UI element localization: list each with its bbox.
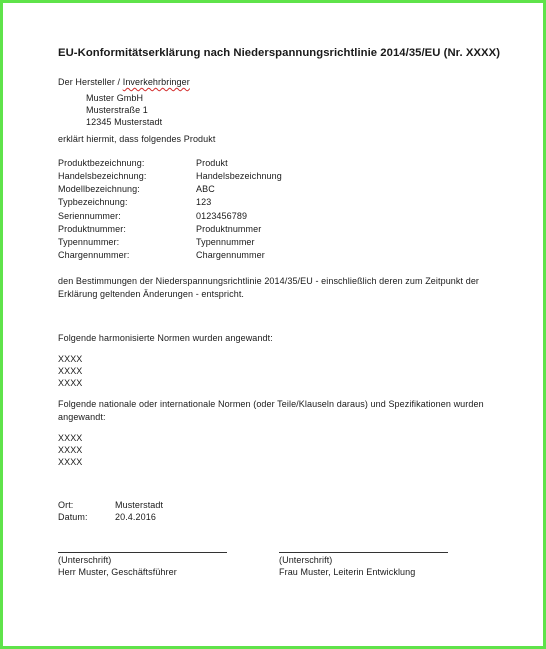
harmonized-item: XXXX xyxy=(58,366,83,376)
manufacturer-label xyxy=(58,77,190,87)
national-heading-line: Folgende nationale oder internationale Normen (oder Teile/Klauseln daraus) und Spezifikationen wurden xyxy=(58,399,484,409)
declaration-intro: erklärt hiermit, dass folgendes Produkt xyxy=(58,134,216,144)
place-label: Ort: xyxy=(58,500,74,510)
field-value: Handelsbezeichnung xyxy=(196,171,282,181)
national-item: XXXX xyxy=(58,433,83,443)
field-label: Produktnummer: xyxy=(58,224,126,234)
national-item: XXXX xyxy=(58,457,83,467)
field-label: Produktbezeichnung: xyxy=(58,158,145,168)
manufacturer-city: 12345 Musterstadt xyxy=(86,117,163,127)
field-label: Seriennummer: xyxy=(58,211,121,221)
field-value: Typennummer xyxy=(196,237,255,247)
field-label: Modellbezeichnung: xyxy=(58,184,140,194)
signature-line xyxy=(58,552,227,553)
manufacturer-name: Muster GmbH xyxy=(86,93,144,103)
signatory-name: Herr Muster, Geschäftsführer xyxy=(58,567,177,577)
field-label: Typennummer: xyxy=(58,237,120,247)
conformity-text-line: Erklärung geltenden Änderungen - entspricht. xyxy=(58,289,245,299)
date-value: 20.4.2016 xyxy=(115,512,156,522)
harmonized-heading: Folgende harmonisierte Normen wurden angewandt: xyxy=(58,333,273,343)
field-value: Produkt xyxy=(196,158,228,168)
signature-caption: (Unterschrift) xyxy=(58,555,112,565)
field-value: 123 xyxy=(196,197,212,207)
manufacturer-label-spellcheck: Inverkehrbringer xyxy=(122,77,190,87)
national-item: XXXX xyxy=(58,445,83,455)
conformity-text-line: den Bestimmungen der Niederspannungsrichtlinie 2014/35/EU - einschließlich deren zum Zeitpunkt der xyxy=(58,276,480,286)
signatory-name: Frau Muster, Leiterin Entwicklung xyxy=(279,567,416,577)
signature-caption: (Unterschrift) xyxy=(279,555,333,565)
manufacturer-street: Musterstraße 1 xyxy=(86,105,148,115)
harmonized-item: XXXX xyxy=(58,378,83,388)
field-value: ABC xyxy=(196,184,215,194)
field-label: Typbezeichnung: xyxy=(58,197,128,207)
document-title: EU-Konformitätserklärung nach Niederspannungsrichtlinie 2014/35/EU (Nr. XXXX) xyxy=(58,47,501,59)
manufacturer-label-prefix: Der Hersteller / xyxy=(58,77,123,87)
signature-line xyxy=(279,552,448,553)
field-label: Handelsbezeichnung: xyxy=(58,171,147,181)
field-value: Produktnummer xyxy=(196,224,262,234)
national-heading-line: angewandt: xyxy=(58,412,106,422)
field-value: Chargennummer xyxy=(196,250,265,260)
harmonized-item: XXXX xyxy=(58,354,83,364)
field-value: 0123456789 xyxy=(196,211,248,221)
field-label: Chargennummer: xyxy=(58,250,130,260)
place-value: Musterstadt xyxy=(115,500,164,510)
date-label: Datum: xyxy=(58,512,88,522)
